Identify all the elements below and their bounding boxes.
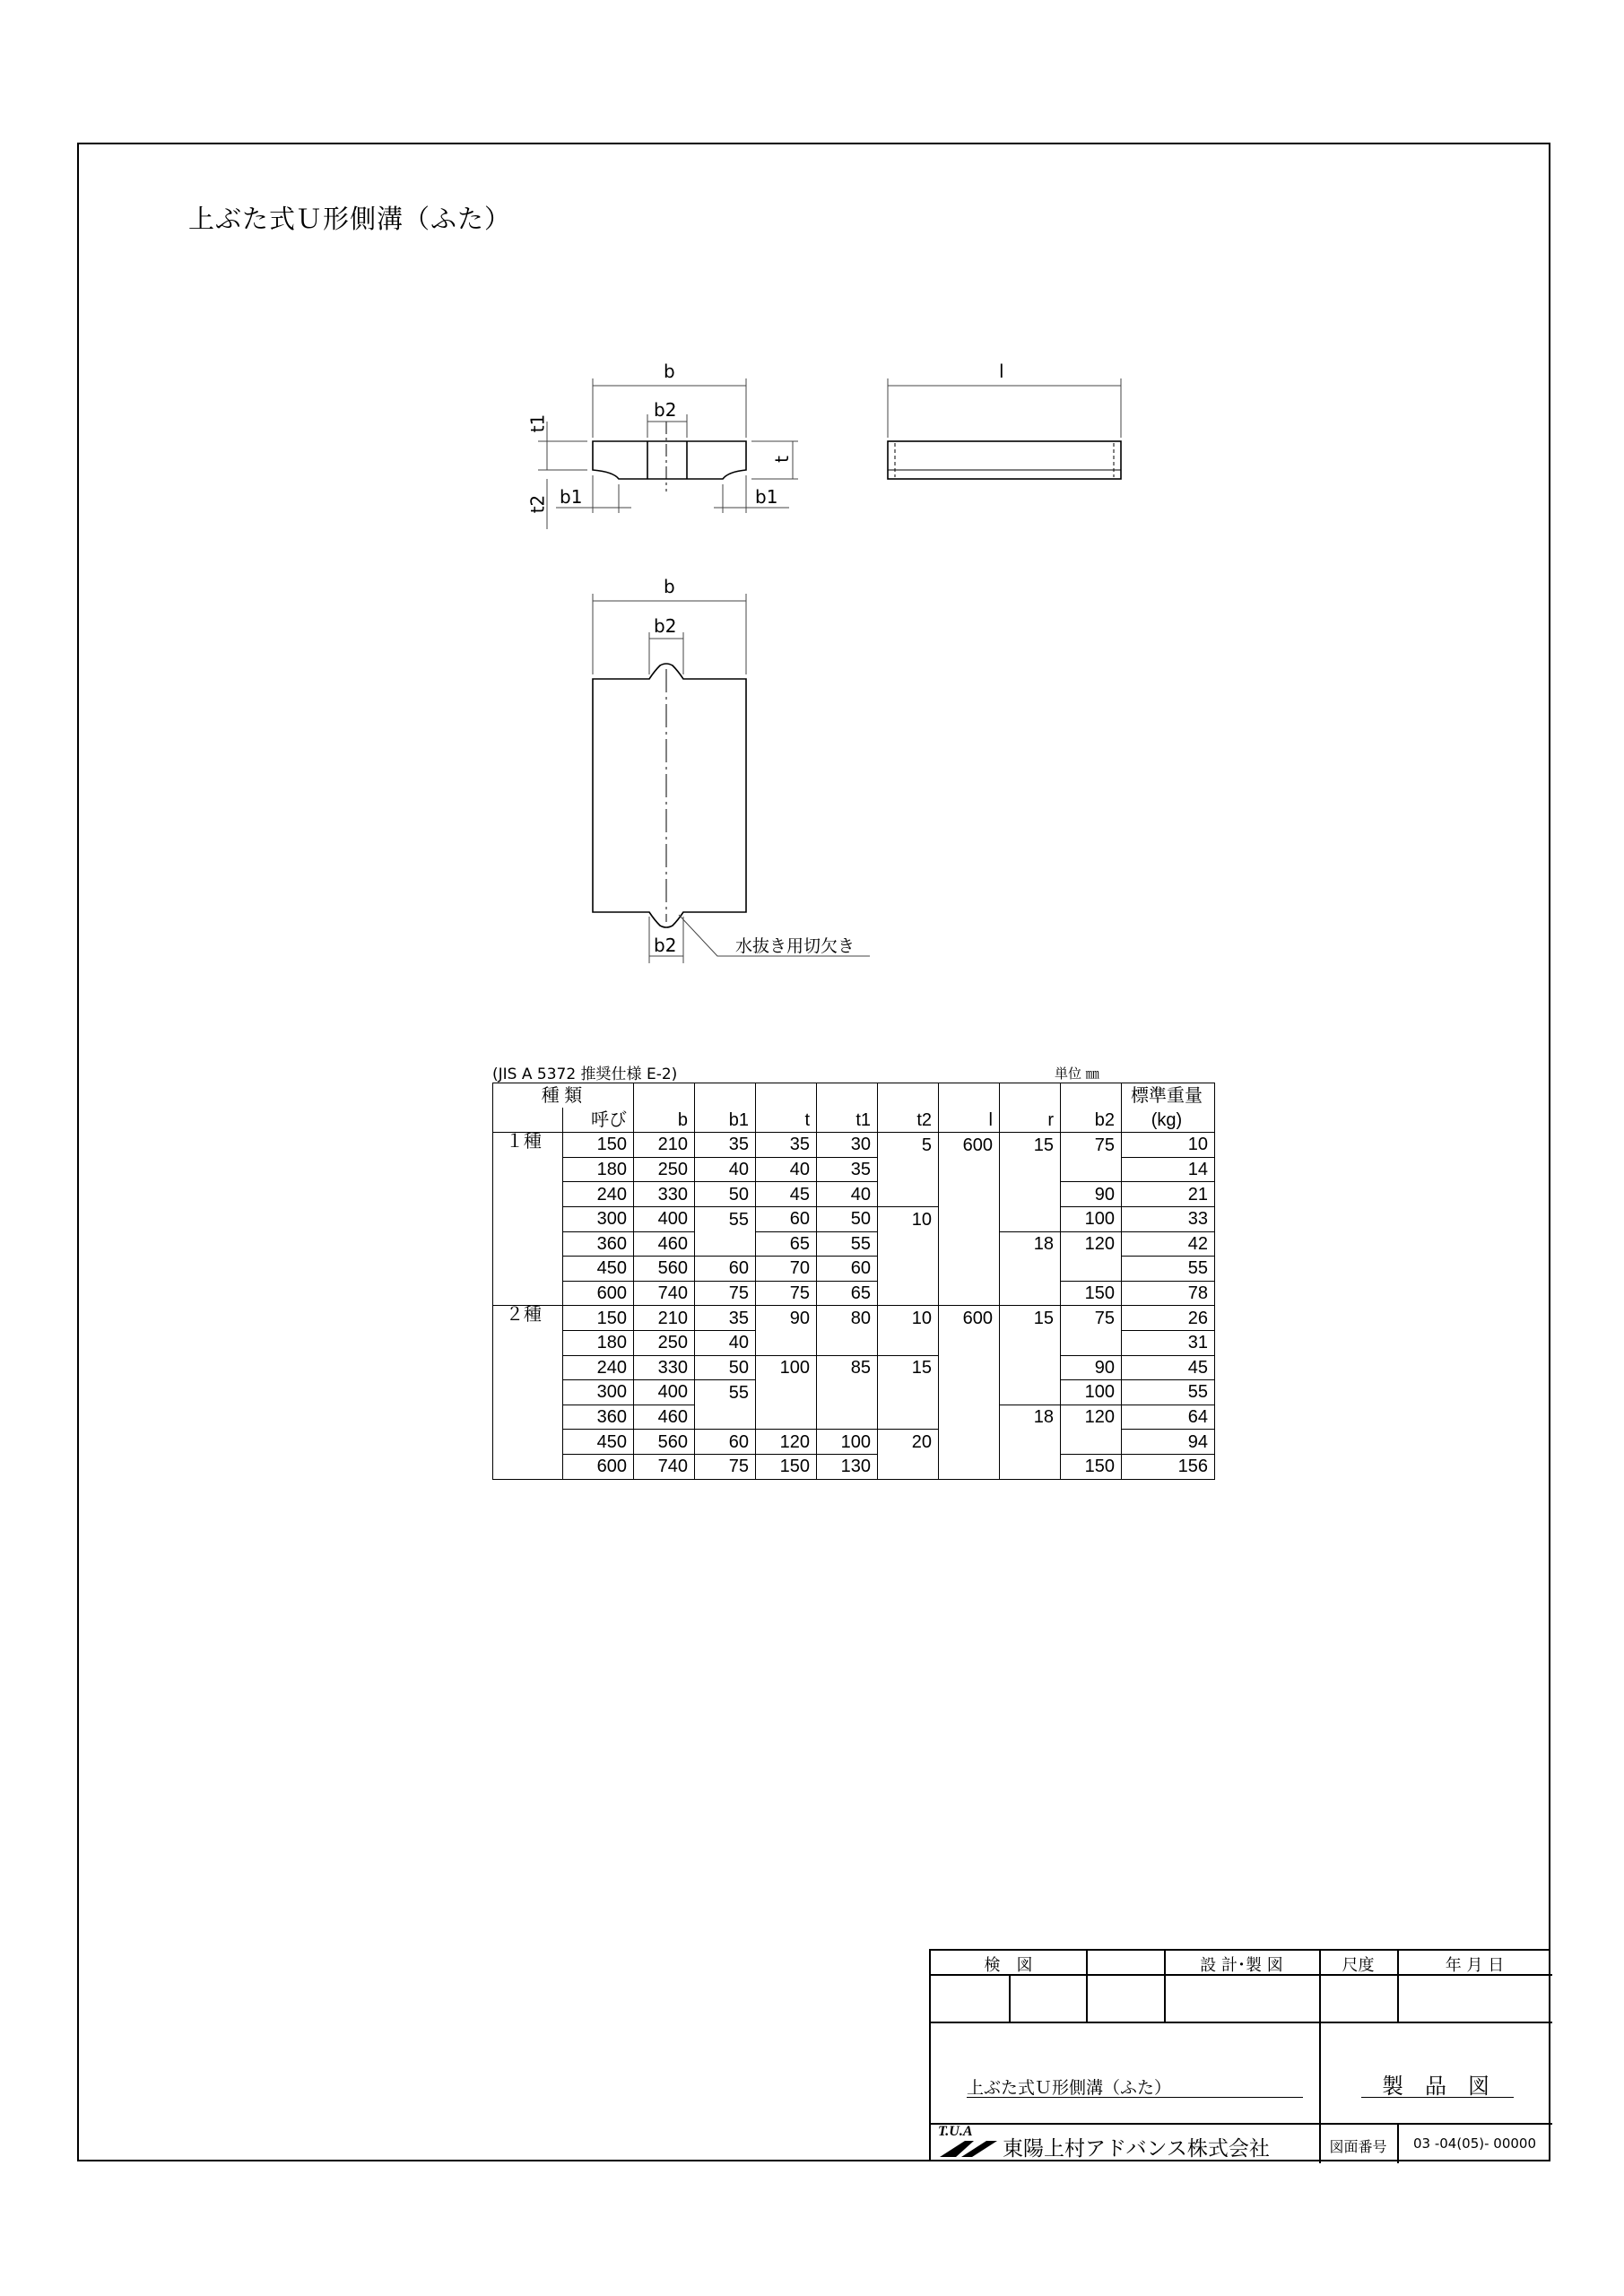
cell-b: 560: [634, 1257, 695, 1282]
cell-w: 64: [1122, 1405, 1215, 1430]
spec-table: [492, 1083, 1215, 1480]
cell-nominal: 240: [563, 1182, 634, 1207]
cell-b2: 90: [1061, 1355, 1122, 1380]
cell-b: 210: [634, 1133, 695, 1158]
cell-b1: 50: [695, 1355, 756, 1380]
cell-b1: [695, 1405, 756, 1430]
cell-w: 10: [1122, 1133, 1215, 1158]
table-row: [493, 1454, 1215, 1479]
cell-b1: 35: [695, 1133, 756, 1158]
cross-section-view: [593, 422, 746, 491]
table-row: [493, 1133, 1215, 1158]
drawing-type: 製 品 図: [1382, 2074, 1489, 2099]
cell-b2: 100: [1061, 1380, 1122, 1405]
cell-nominal: 300: [563, 1380, 634, 1405]
cell-r: 18: [1000, 1231, 1061, 1257]
cell-w: 55: [1122, 1257, 1215, 1282]
spec-unit: 単位 ㎜: [1055, 1065, 1099, 1082]
cell-t1: [817, 1405, 878, 1430]
cell-b1: 40: [695, 1157, 756, 1182]
cell-w: 45: [1122, 1355, 1215, 1380]
cell-l: 600: [939, 1306, 1000, 1331]
cell-t2: [878, 1330, 939, 1355]
table-row: [493, 1330, 1215, 1355]
cell-nominal: 300: [563, 1206, 634, 1231]
kind-cell: ２種: [493, 1306, 563, 1331]
cell-w: 33: [1122, 1206, 1215, 1231]
cell-r: 15: [1000, 1306, 1061, 1331]
header-r: r: [1000, 1108, 1061, 1133]
kind-cell-empty: [493, 1454, 563, 1479]
cell-r: 18: [1000, 1405, 1061, 1430]
cell-t: 40: [756, 1157, 817, 1182]
cell-t1: 100: [817, 1430, 878, 1455]
cell-t: 60: [756, 1206, 817, 1231]
kind-cell-empty: [493, 1157, 563, 1182]
cell-b: 740: [634, 1454, 695, 1479]
kind-cell-empty: [493, 1281, 563, 1306]
table-row: [493, 1206, 1215, 1231]
cell-l: 600: [939, 1133, 1000, 1158]
dim-t2: t2: [526, 494, 549, 514]
company-name: 東陽上村アドバンス株式会社: [1003, 2137, 1270, 2161]
cell-b2: 120: [1061, 1231, 1122, 1257]
cell-t1: 40: [817, 1182, 878, 1207]
company-logo: T.U.A: [938, 2124, 973, 2139]
dim-t1: t1: [526, 413, 549, 433]
cell-r: [1000, 1281, 1061, 1306]
cell-b2: 100: [1061, 1206, 1122, 1231]
header-b2: b2: [1061, 1108, 1122, 1133]
cell-b2: [1061, 1257, 1122, 1282]
dim-b: b: [664, 361, 675, 382]
cell-w: 31: [1122, 1330, 1215, 1355]
plan-dim-b2-bottom: b2: [654, 935, 677, 956]
cell-l: [939, 1182, 1000, 1207]
cell-nominal: 600: [563, 1281, 634, 1306]
header-t1: t1: [817, 1108, 878, 1133]
cell-r: [1000, 1380, 1061, 1405]
plan-view: [593, 594, 870, 963]
cell-b: 210: [634, 1306, 695, 1331]
kind-cell-empty: [493, 1231, 563, 1257]
table-row: [493, 1257, 1215, 1282]
dim-b1-right: b1: [755, 486, 778, 508]
cell-b2: [1061, 1430, 1122, 1455]
label-inspection: 検 図: [984, 1956, 1033, 1975]
cell-b2: 90: [1061, 1182, 1122, 1207]
dim-b2: b2: [654, 399, 677, 421]
cell-t2: [878, 1182, 939, 1207]
cell-t1: 55: [817, 1231, 878, 1257]
cell-w: 21: [1122, 1182, 1215, 1207]
table-header-row-1: [493, 1083, 1215, 1109]
header-kind: 種 類: [493, 1083, 634, 1109]
cell-b1: 50: [695, 1182, 756, 1207]
header-b1: b1: [695, 1108, 756, 1133]
cell-r: [1000, 1355, 1061, 1380]
cell-t: 70: [756, 1257, 817, 1282]
title-block: [929, 1949, 1550, 2161]
cell-w: 14: [1122, 1157, 1215, 1182]
header-weight: 標準重量: [1122, 1083, 1215, 1109]
cell-b: 400: [634, 1380, 695, 1405]
header-b: b: [634, 1108, 695, 1133]
cell-nominal: 150: [563, 1306, 634, 1331]
table-row: [493, 1281, 1215, 1306]
dim-t: t: [770, 456, 793, 463]
header-weight-unit: (kg): [1122, 1108, 1215, 1133]
cell-r: [1000, 1330, 1061, 1355]
cell-r: [1000, 1206, 1061, 1231]
cell-b: 330: [634, 1355, 695, 1380]
cell-t1: [817, 1330, 878, 1355]
cell-b2: 75: [1061, 1133, 1122, 1158]
cell-nominal: 150: [563, 1133, 634, 1158]
cell-l: [939, 1355, 1000, 1380]
cell-nominal: 180: [563, 1330, 634, 1355]
cell-nominal: 360: [563, 1405, 634, 1430]
dim-l: l: [999, 361, 1004, 382]
cell-nominal: 450: [563, 1257, 634, 1282]
notch-note: 水抜き用切欠き: [735, 936, 855, 956]
cell-b2: 150: [1061, 1454, 1122, 1479]
cell-t2: [878, 1281, 939, 1306]
cell-l: [939, 1454, 1000, 1479]
cell-t: 120: [756, 1430, 817, 1455]
cell-l: [939, 1157, 1000, 1182]
cell-b1: 60: [695, 1430, 756, 1455]
cell-b1: 40: [695, 1330, 756, 1355]
cell-t2: 20: [878, 1430, 939, 1455]
spec-caption: (JIS A 5372 推奨仕様 E-2): [492, 1065, 678, 1083]
cell-w: 26: [1122, 1306, 1215, 1331]
table-row: [493, 1430, 1215, 1455]
kind-cell-empty: [493, 1405, 563, 1430]
cell-t1: 80: [817, 1306, 878, 1331]
cell-t2: 15: [878, 1355, 939, 1380]
cell-b2: 75: [1061, 1306, 1122, 1331]
cell-b2: 120: [1061, 1405, 1122, 1430]
cell-w: 156: [1122, 1454, 1215, 1479]
header-nominal: 呼び: [563, 1108, 634, 1133]
cell-t: 100: [756, 1355, 817, 1380]
cell-nominal: 360: [563, 1231, 634, 1257]
cell-nominal: 240: [563, 1355, 634, 1380]
cell-l: [939, 1430, 1000, 1455]
cell-t2: [878, 1157, 939, 1182]
table-row: [493, 1405, 1215, 1430]
kind-cell-empty: [493, 1330, 563, 1355]
label-design: 設 計･製 図: [1200, 1956, 1283, 1975]
drawing-title: 上ぶた式Ｕ形側溝（ふた）: [967, 2078, 1172, 2098]
cell-l: [939, 1330, 1000, 1355]
cell-t1: 30: [817, 1133, 878, 1158]
cell-b2: [1061, 1330, 1122, 1355]
side-view: [888, 378, 1121, 479]
cell-b1: 75: [695, 1281, 756, 1306]
cell-t2: [878, 1454, 939, 1479]
cell-b: 400: [634, 1206, 695, 1231]
kind-cell: １種: [493, 1133, 563, 1158]
cell-t1: 60: [817, 1257, 878, 1282]
cell-b1: 35: [695, 1306, 756, 1331]
kind-cell-empty: [493, 1430, 563, 1455]
table-row: [493, 1306, 1215, 1331]
cell-l: [939, 1405, 1000, 1430]
header-t: t: [756, 1108, 817, 1133]
kind-cell-empty: [493, 1206, 563, 1231]
plan-dim-b: b: [664, 576, 675, 597]
cell-b1: 55: [695, 1380, 756, 1405]
drawing-number: 03 -04(05)- 00000: [1412, 2135, 1537, 2152]
cell-t: 45: [756, 1182, 817, 1207]
cell-t1: 85: [817, 1355, 878, 1380]
table-row: [493, 1231, 1215, 1257]
logo-mark-icon: [938, 2139, 999, 2159]
table-row: [493, 1355, 1215, 1380]
cell-t: 75: [756, 1281, 817, 1306]
drawing-number-label: 図面番号: [1329, 2138, 1387, 2155]
cell-t1: [817, 1380, 878, 1405]
dim-b1-left: b1: [560, 486, 583, 508]
cell-b: 560: [634, 1430, 695, 1455]
cell-t2: 10: [878, 1306, 939, 1331]
cell-b1: [695, 1231, 756, 1257]
cell-t: 65: [756, 1231, 817, 1257]
label-scale: 尺度: [1342, 1956, 1375, 1975]
header-t2: t2: [878, 1108, 939, 1133]
cell-b1: 55: [695, 1206, 756, 1231]
table-row: [493, 1182, 1215, 1207]
cell-t1: 50: [817, 1206, 878, 1231]
cell-t: [756, 1380, 817, 1405]
cell-l: [939, 1380, 1000, 1405]
cell-l: [939, 1231, 1000, 1257]
cell-b2: [1061, 1157, 1122, 1182]
cell-t2: 5: [878, 1133, 939, 1158]
cell-b: 250: [634, 1157, 695, 1182]
table-row: [493, 1157, 1215, 1182]
cell-b1: 60: [695, 1257, 756, 1282]
cell-r: [1000, 1157, 1061, 1182]
cell-w: 55: [1122, 1380, 1215, 1405]
cell-nominal: 600: [563, 1454, 634, 1479]
cell-b: 460: [634, 1231, 695, 1257]
cell-t1: 35: [817, 1157, 878, 1182]
cell-r: [1000, 1257, 1061, 1282]
cell-w: 94: [1122, 1430, 1215, 1455]
cell-b: 250: [634, 1330, 695, 1355]
cell-t1: 130: [817, 1454, 878, 1479]
label-date: 年 月 日: [1445, 1956, 1505, 1975]
cell-r: [1000, 1182, 1061, 1207]
cell-l: [939, 1257, 1000, 1282]
cell-nominal: 180: [563, 1157, 634, 1182]
cell-b: 460: [634, 1405, 695, 1430]
cell-t: [756, 1405, 817, 1430]
cell-l: [939, 1281, 1000, 1306]
kind-cell-empty: [493, 1355, 563, 1380]
kind-cell-empty: [493, 1257, 563, 1282]
cell-t2: [878, 1257, 939, 1282]
cell-b2: 150: [1061, 1281, 1122, 1306]
cell-t: 150: [756, 1454, 817, 1479]
table-row: [493, 1380, 1215, 1405]
cell-r: [1000, 1430, 1061, 1455]
cell-t2: [878, 1380, 939, 1405]
cell-w: 78: [1122, 1281, 1215, 1306]
kind-cell-empty: [493, 1380, 563, 1405]
cell-t: 90: [756, 1306, 817, 1331]
cell-t2: 10: [878, 1206, 939, 1231]
header-l: l: [939, 1108, 1000, 1133]
cell-nominal: 450: [563, 1430, 634, 1455]
cell-t2: [878, 1405, 939, 1430]
cell-t2: [878, 1231, 939, 1257]
cell-t: [756, 1330, 817, 1355]
plan-dim-b2-top: b2: [654, 615, 677, 637]
cell-b1: 75: [695, 1454, 756, 1479]
cell-t: 35: [756, 1133, 817, 1158]
cell-w: 42: [1122, 1231, 1215, 1257]
page-title: 上ぶた式Ｕ形側溝（ふた）: [188, 204, 512, 234]
cell-t1: 65: [817, 1281, 878, 1306]
table-header-row-2: [493, 1108, 1215, 1133]
kind-cell-empty: [493, 1182, 563, 1207]
cell-b: 740: [634, 1281, 695, 1306]
cell-b: 330: [634, 1182, 695, 1207]
cell-r: [1000, 1454, 1061, 1479]
cell-l: [939, 1206, 1000, 1231]
cell-r: 15: [1000, 1133, 1061, 1158]
